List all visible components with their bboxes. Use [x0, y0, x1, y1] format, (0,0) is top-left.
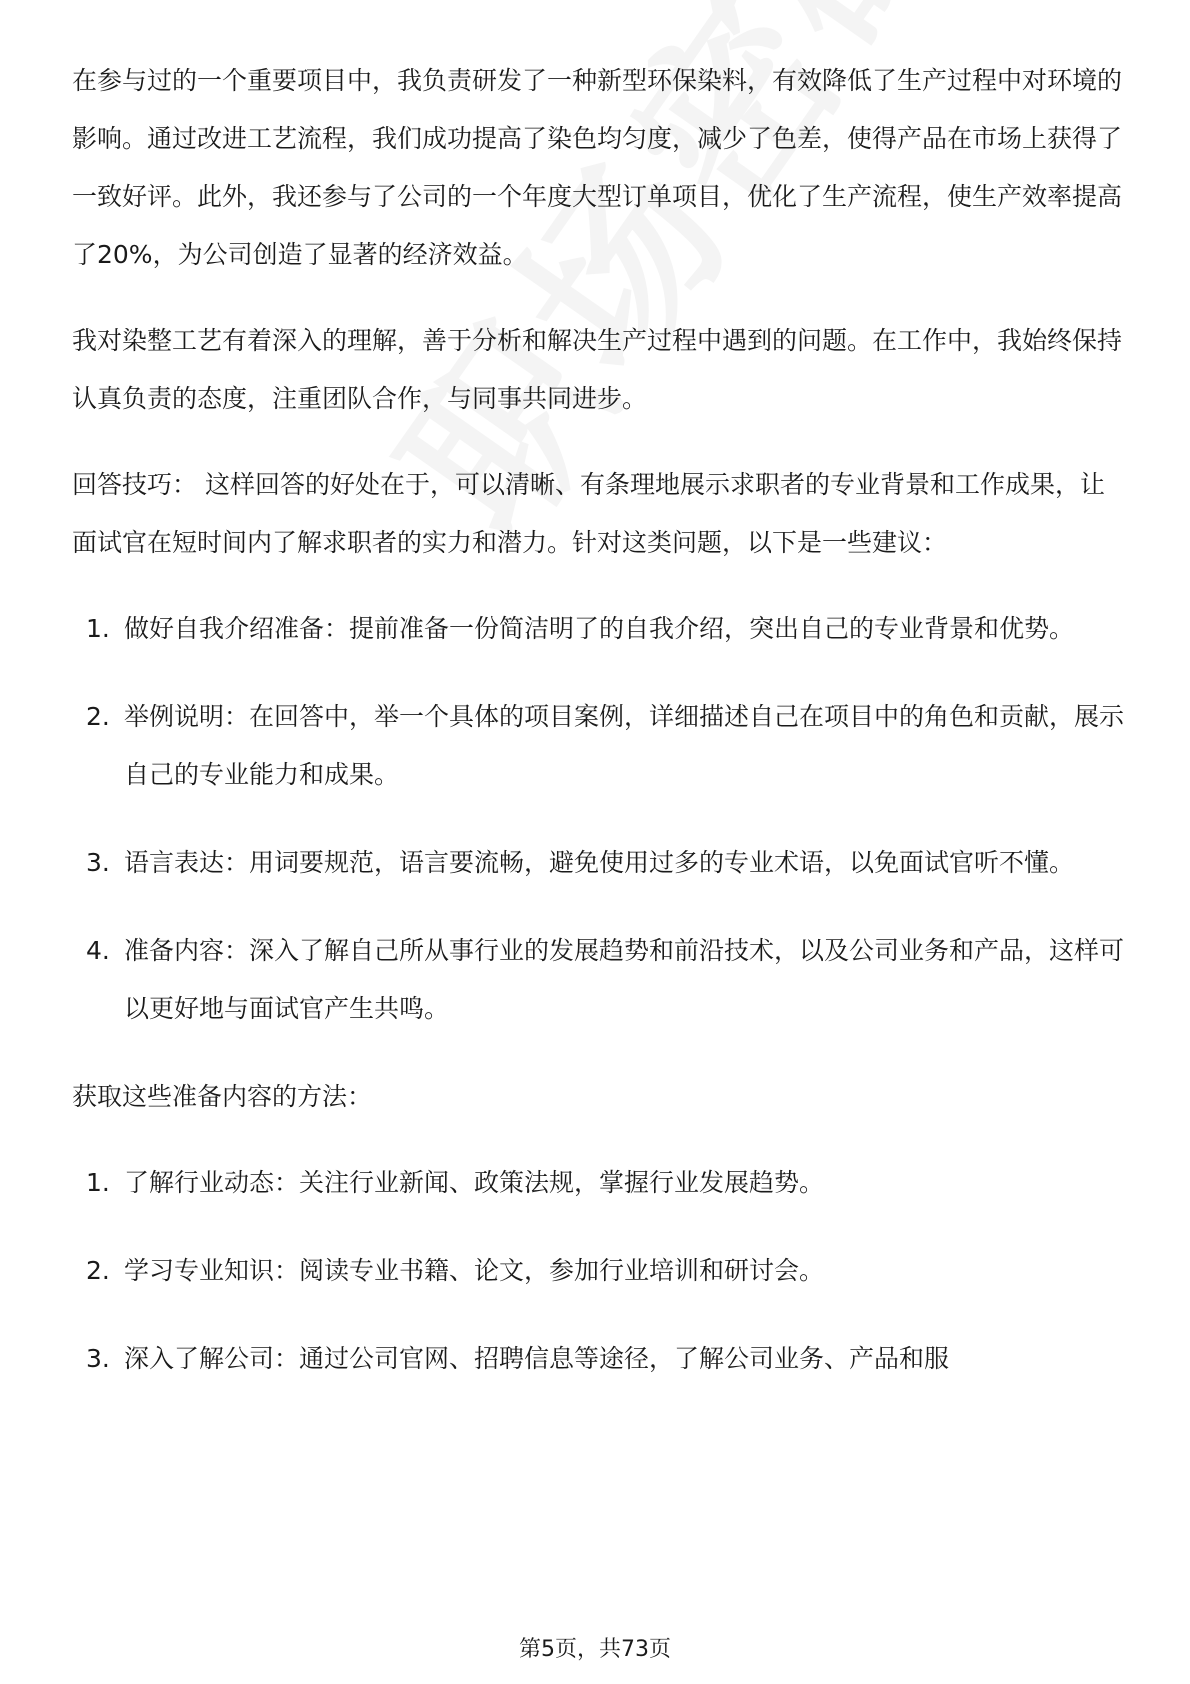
- list-item-text: 了解行业动态：关注行业新闻、政策法规，掌握行业发展趋势。: [124, 1168, 825, 1197]
- methods-list: [72, 1154, 1127, 1388]
- paragraph-methods-heading: 获取这些准备内容的方法：: [72, 1082, 373, 1111]
- list-item: [72, 688, 1127, 804]
- list-number: 3.: [86, 848, 110, 877]
- suggestions-list: [72, 600, 1127, 1038]
- list-item: [72, 922, 1127, 1038]
- paragraph-project-experience: 在参与过的一个重要项目中，我负责研发了一种新型环保染料，有效降低了生产过程中对环境的影响。通过改进工艺流程，我们成功提高了染色均匀度，减少了色差，使得产品在市场上获得了一致好评。此外，我还参与了公司的一个年度大型订单项目，优化了生产流程，使生产效率提高了20%，为公司创造了显著的经济效益。: [72, 66, 1123, 269]
- list-item-text: 语言表达：用词要规范，语言要流畅，避免使用过多的专业术语，以免面试官听不懂。: [124, 848, 1075, 877]
- list-number: 1.: [86, 614, 110, 643]
- list-item-text: 举例说明：在回答中，举一个具体的项目案例，详细描述自己在项目中的角色和贡献，展示自己的专业能力和成果。: [124, 702, 1125, 789]
- list-number: 3.: [86, 1344, 110, 1373]
- list-item: [72, 1154, 1127, 1212]
- list-item: [72, 834, 1127, 892]
- document-body: [72, 52, 1127, 1418]
- list-number: 2.: [86, 1256, 110, 1285]
- paragraph-answer-tips: 回答技巧： 这样回答的好处在于，可以清晰、有条理地展示求职者的专业背景和工作成果，让面试官在短时间内了解求职者的实力和潜力。针对这类问题，以下是一些建议：: [72, 470, 1105, 557]
- list-number: 4.: [86, 936, 110, 965]
- list-number: 1.: [86, 1168, 110, 1197]
- list-item: [72, 1242, 1127, 1300]
- paragraph-understanding: 我对染整工艺有着深入的理解，善于分析和解决生产过程中遇到的问题。在工作中，我始终保持认真负责的态度，注重团队合作，与同事共同进步。: [72, 326, 1123, 413]
- list-number: 2.: [86, 702, 110, 731]
- list-item: [72, 600, 1127, 658]
- list-item: [72, 1330, 1127, 1388]
- list-item-text: 深入了解公司：通过公司官网、招聘信息等途径，了解公司业务、产品和服: [124, 1344, 950, 1373]
- list-item-text: 准备内容：深入了解自己所从事行业的发展趋势和前沿技术，以及公司业务和产品，这样可以更好地与面试官产生共鸣。: [124, 936, 1125, 1023]
- list-item-text: 做好自我介绍准备：提前准备一份简洁明了的自我介绍，突出自己的专业背景和优势。: [124, 614, 1075, 643]
- page-number: 第5页，共73页: [519, 1637, 671, 1662]
- list-item-text: 学习专业知识：阅读专业书籍、论文，参加行业培训和研讨会。: [124, 1256, 825, 1285]
